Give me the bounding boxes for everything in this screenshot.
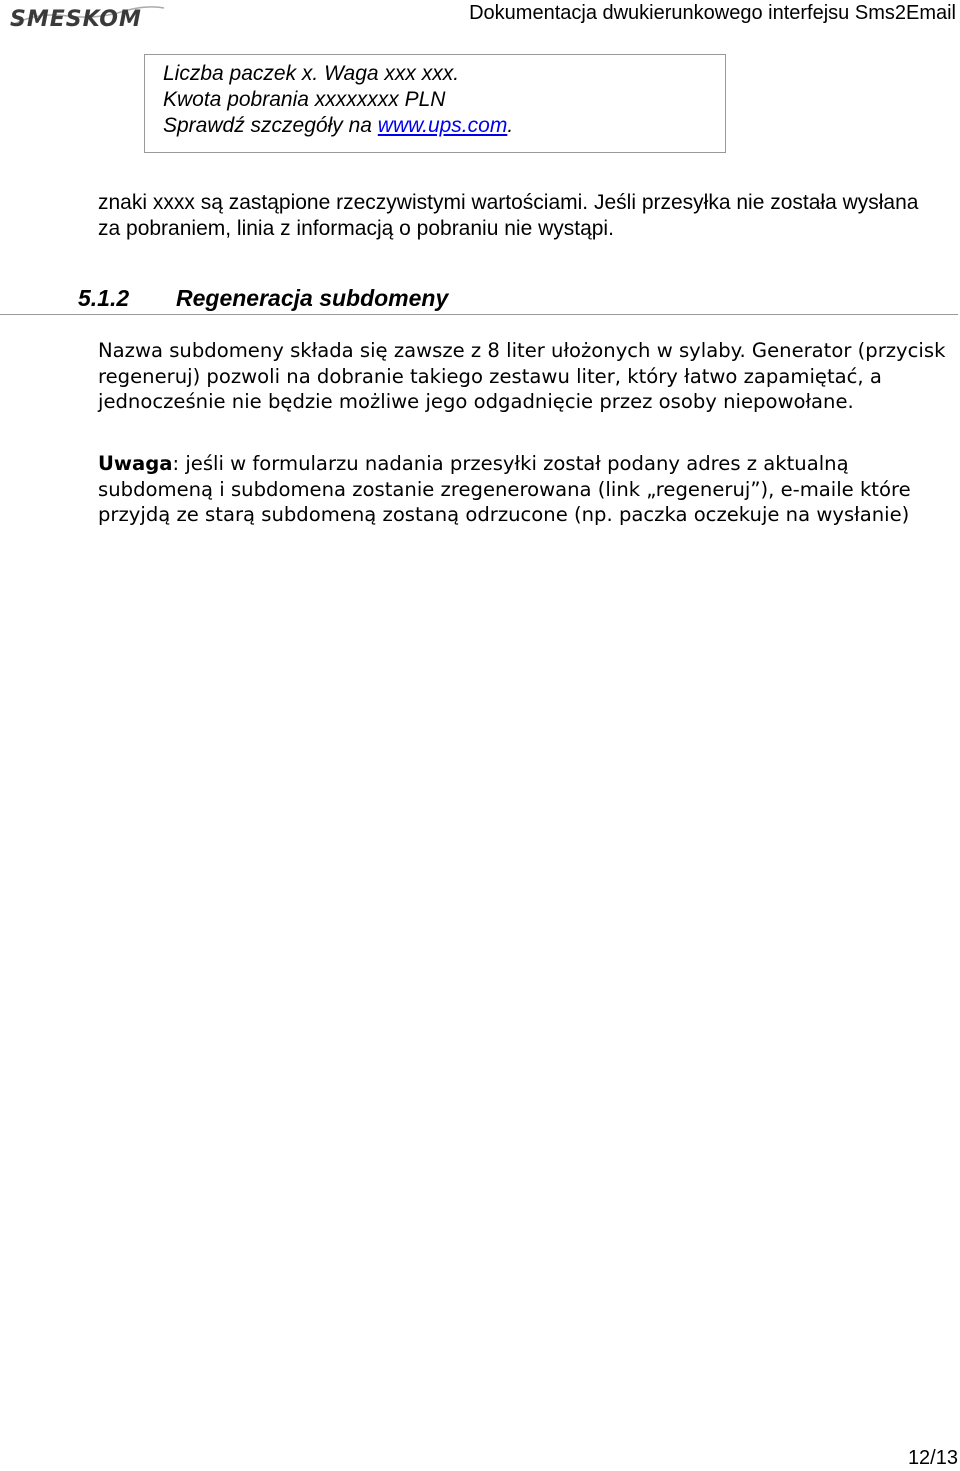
page-number: 12/13 — [907, 1447, 958, 1469]
placeholder-explanation-paragraph: znaki xxxx są zastąpione rzeczywistymi wartościami. Jeśli przesyłka nie została wysłana za pobraniem, linia z informacją o pobraniu nie wystąpi. — [98, 191, 919, 240]
box-line-details — [163, 113, 725, 139]
smeskom-logo — [8, 2, 168, 32]
section-rule — [0, 314, 958, 315]
warning-text: : jeśli w formularzu nadania przesyłki został podany adres z aktualną subdomeną i subdomena zostanie zregenerowana (link „regeneruj”), e-maile które przyjdą ze starą subdomeną zostaną odrzucone (np. paczka oczekuje na wysłanie) — [98, 452, 911, 526]
box-line-details-prefix: Sprawdź szczegóły na — [163, 114, 378, 137]
box-line-details-suffix: . — [507, 114, 514, 137]
box-line-cod: Kwota pobrania xxxxxxxx PLN — [163, 88, 446, 111]
svg-text:SMESKOM: SMESKOM — [10, 7, 142, 32]
box-line-parcels: Liczba paczek x. Waga xxx xxx. — [163, 62, 460, 85]
section-title: Regeneracja subdomeny — [176, 285, 449, 311]
warning-paragraph — [98, 451, 958, 528]
section-number: 5.1.2 — [78, 285, 130, 311]
warning-label: Uwaga — [98, 452, 173, 475]
subdomain-description-paragraph: Nazwa subdomeny składa się zawsze z 8 liter ułożonych w sylaby. Generator (przycisk regeneruj) pozwoli na dobranie takiego zestawu liter, który łatwo zapamiętać, a jednocześnie nie będzie możliwe jego odgadnięcie przez osoby niepowołane. — [98, 339, 946, 413]
document-header-title: Dokumentacja dwukierunkowego interfejsu Sms2Email — [469, 2, 956, 24]
message-example-box — [144, 54, 726, 153]
ups-link[interactable]: www.ups.com — [377, 114, 508, 137]
section-heading — [78, 284, 958, 312]
